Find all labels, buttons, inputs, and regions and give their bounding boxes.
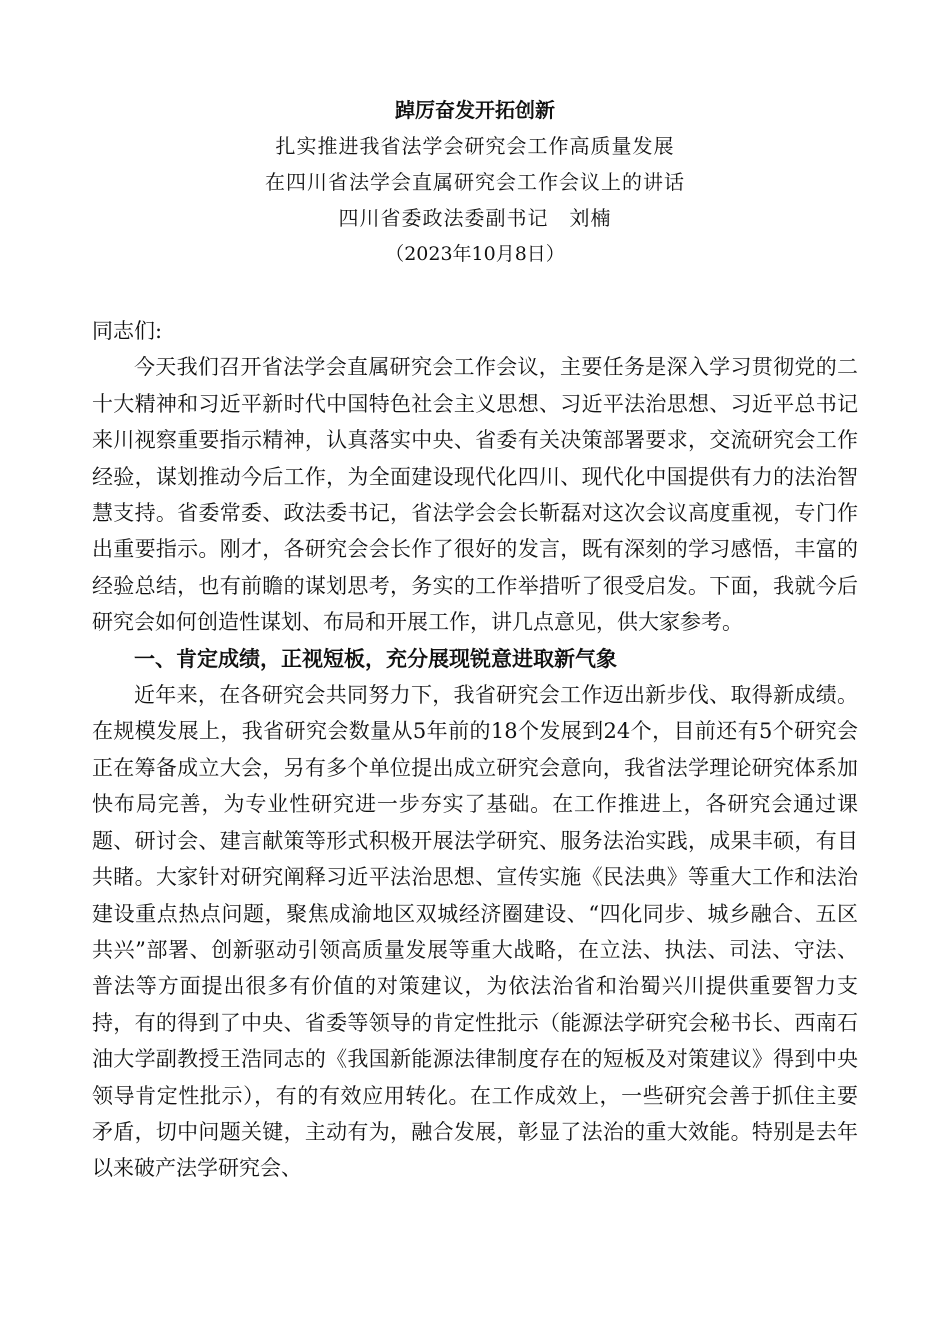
paragraph-achievements: 近年来，在各研究会共同努力下，我省研究会工作迈出新步伐、取得新成绩。在规模发展上，我省研究会数量从5年前的18个发展到24个，目前还有5个研究会正在筹备成立大会，另有多个单位提出成立研究会意向，我省法学理论研究体系加快布局完善，为专业性研究进一步夯实了基础。在工作推进上，各研究会通过课题、研讨会、建言献策等形式积极开展法学研究、服务法治实践，成果丰硕，有目共睹。大家针对研究阐释习近平法治思想、宣传实施《民法典》等重大工作和法治建设重点热点问题，聚焦成渝地区双城经济圈建设、“四化同步、城乡融合、五区共兴”部署、创新驱动引领高质量发展等重大战略，在立法、执法、司法、守法、普法等方面提出很多有价值的对策建议，为依法治省和治蜀兴川提供重要智力支持，有的得到了中央、省委等领导的肯定性批示（能源法学研究会秘书长、西南石油大学副教授王浩同志的《我国新能源法律制度存在的短板及对策建议》得到中央领导肯定性批示），有的有效应用转化。在工作成效上，一些研究会善于抓住主要矛盾，切中问题关键，主动有为，融合发展，彰显了法治的重大效能。特别是去年以来破产法学研究会、 bbox=[92, 683, 858, 1181]
greeting: 同志们: bbox=[92, 319, 163, 343]
document-speaker: 四川省委政法委副书记 刘楠 bbox=[338, 206, 612, 230]
document-date: （2023年10月8日） bbox=[385, 243, 565, 265]
document-title: 踔厉奋发开拓创新 bbox=[395, 98, 555, 122]
section-heading-1: 一、肯定成绩，正视短板，充分展现锐意进取新气象 bbox=[134, 646, 617, 671]
paragraph-intro: 今天我们召开省法学会直属研究会工作会议，主要任务是深入学习贯彻党的二十大精神和习近平新时代中国特色社会主义思想、习近平法治思想、习近平总书记来川视察重要指示精神，认真落实中央、省委有关决策部署要求，交流研究会工作经验，谋划推动今后工作，为全面建设现代化四川、现代化中国提供有力的法治智慧支持。省委常委、政法委书记，省法学会会长靳磊对这次会议高度重视，专门作出重要指示。刚才，各研究会会长作了很好的发言，既有深刻的学习感悟，丰富的经验总结，也有前瞻的谋划思考，务实的工作举措听了很受启发。下面，我就今后研究会如何创造性谋划、布局和开展工作，讲几点意见，供大家参考。 bbox=[92, 355, 858, 635]
document-header bbox=[0, 92, 950, 272]
document-occasion: 在四川省法学会直属研究会工作会议上的讲话 bbox=[265, 170, 685, 194]
document-body bbox=[92, 313, 858, 1187]
document-subtitle: 扎实推进我省法学会研究会工作高质量发展 bbox=[275, 134, 675, 158]
